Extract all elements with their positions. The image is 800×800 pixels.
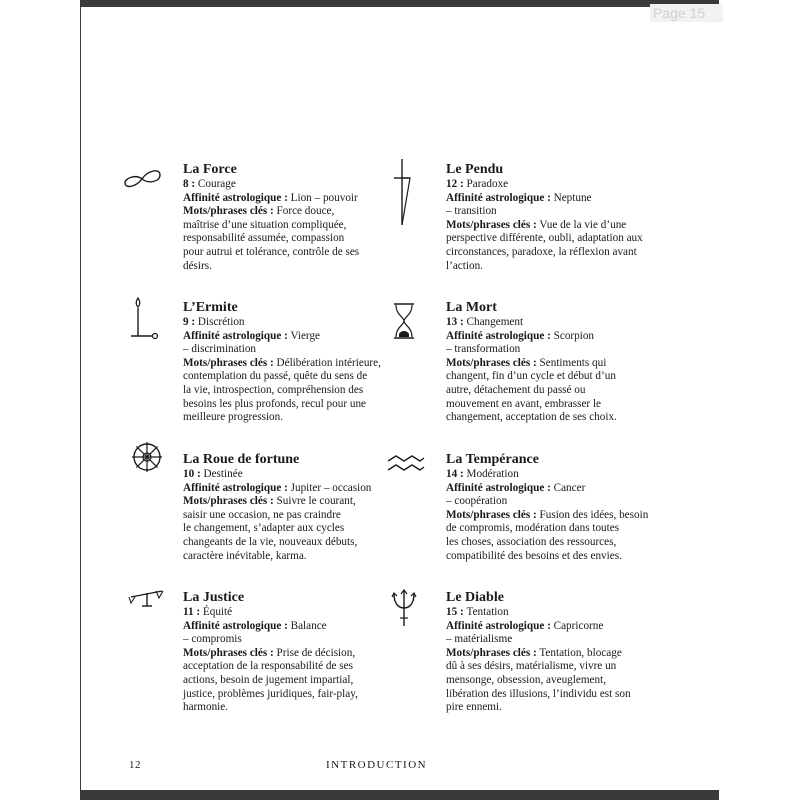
astro-line: [446, 620, 661, 634]
card-number: 13: [446, 316, 458, 328]
astro-label: Affinité astrologique :: [446, 619, 551, 632]
keywords-text: compatibilité des besoins et des envies.: [446, 549, 622, 562]
keywords-text: le changement, s’adapter aux cycles: [183, 522, 345, 535]
keywords-line: [183, 357, 398, 371]
keywords-text: de compromis, modération dans toutes: [446, 522, 620, 535]
card-title: La Force: [183, 162, 237, 177]
astro-line: [183, 620, 398, 634]
keywords-text: responsabilité assumée, compassion: [183, 232, 345, 245]
viewer-left-margin: [0, 0, 80, 800]
card-number-meaning: Changement: [466, 316, 524, 328]
astro-line: [446, 192, 661, 206]
card-number-line: 15 : Tentation: [446, 606, 509, 618]
keywords-text: dû à ses désirs, matérialisme, vivre un: [446, 660, 617, 673]
astro-label: Affinité astrologique :: [183, 619, 288, 632]
astro-line: [183, 192, 398, 206]
astro-label: Affinité astrologique :: [183, 481, 288, 494]
card-number-meaning: Paradoxe: [466, 178, 509, 190]
keywords-first: Fusion des idées, besoin: [539, 508, 649, 521]
card-number-line: 11 : Équité: [183, 606, 233, 618]
astro-value-cont: – transformation: [446, 343, 521, 356]
keywords-label: Mots/phrases clés :: [183, 356, 274, 369]
card-title: La Mort: [446, 300, 497, 315]
card-number-meaning: Destinée: [203, 468, 243, 480]
keywords-text: maîtrise d’une situation compliquée,: [183, 218, 347, 231]
card-number: 11: [183, 606, 194, 618]
card-number-line: 10 : Destinée: [183, 468, 243, 480]
card-title: La Tempérance: [446, 452, 539, 467]
astro-label: Affinité astrologique :: [183, 329, 288, 342]
card-entry-l-ermite: [183, 300, 398, 425]
card-number-line: 12 : Paradoxe: [446, 178, 509, 190]
keywords-text: saisir une occasion, ne pas craindre: [183, 508, 341, 521]
astro-value: Balance: [290, 619, 327, 632]
astro-label: Affinité astrologique :: [446, 329, 551, 342]
keywords-line: [446, 509, 661, 523]
card-entry-le-diable: [446, 590, 661, 715]
astro-value-cont: – transition: [446, 205, 497, 218]
card-number: 15: [446, 606, 458, 618]
keywords-text: les choses, association des ressources,: [446, 535, 617, 548]
keywords-text: perspective différente, oubli, adaptation aux: [446, 232, 643, 245]
card-number-line: 8 : Courage: [183, 178, 236, 190]
astro-line: [183, 330, 398, 344]
keywords-text: libération des illusions, l’individu est son: [446, 687, 631, 700]
keywords-text: pour autrui et tolérance, contrôle de ses: [183, 245, 360, 258]
astro-value-cont: – matérialisme: [446, 633, 513, 646]
keywords-text: l’action.: [446, 259, 483, 272]
card-entry-la-force: [183, 162, 398, 273]
page-indicator-badge: Page 15: [650, 4, 723, 22]
card-title: Le Diable: [446, 590, 504, 605]
card-number: 8: [183, 178, 189, 190]
astro-value: Neptune: [553, 191, 592, 204]
card-number-meaning: Discrétion: [197, 316, 245, 328]
card-number-meaning: Équité: [202, 606, 233, 618]
keywords-label: Mots/phrases clés :: [183, 495, 274, 508]
keywords-text: changeants de la vie, nouveaux débuts,: [183, 535, 358, 548]
keywords-line: [183, 647, 398, 661]
astro-line: [183, 482, 398, 496]
keywords-text: changement, acceptation de ses choix.: [446, 411, 617, 424]
keywords-first: Force douce,: [276, 205, 335, 218]
keywords-text: meilleure progression.: [183, 411, 284, 424]
astro-line: [446, 482, 661, 496]
page-edge: [80, 0, 81, 800]
keywords-label: Mots/phrases clés :: [446, 508, 537, 521]
keywords-first: Prise de décision,: [276, 646, 356, 659]
keywords-text: contemplation du passé, quête du sens de: [183, 370, 368, 383]
astro-value: Cancer: [553, 481, 586, 494]
card-number-line: 9 : Discrétion: [183, 316, 245, 328]
card-number: 14: [446, 468, 458, 480]
card-entry-le-pendu: [446, 162, 661, 273]
astro-value: Lion – pouvoir: [290, 191, 358, 204]
card-entry-la-temperance: [446, 452, 661, 563]
keywords-line: [183, 495, 398, 509]
keywords-line: [446, 219, 661, 233]
viewer-bottom-bar: [80, 790, 800, 800]
card-entry-la-justice: [183, 590, 398, 715]
astro-label: Affinité astrologique :: [183, 191, 288, 204]
keywords-text: caractère inévitable, karma.: [183, 549, 307, 562]
astro-label: Affinité astrologique :: [446, 191, 551, 204]
keywords-first: Vue de la vie d’une: [539, 218, 627, 231]
card-number: 12: [446, 178, 458, 190]
card-number-meaning: Courage: [197, 178, 236, 190]
keywords-text: désirs.: [183, 259, 212, 272]
keywords-text: acceptation de la responsabilité de ses: [183, 660, 353, 673]
card-number: 9: [183, 316, 189, 328]
card-title: Le Pendu: [446, 162, 504, 177]
astro-value-cont: – discrimination: [183, 343, 257, 356]
card-title: L’Ermite: [183, 300, 238, 315]
keywords-line: [183, 205, 398, 219]
keywords-label: Mots/phrases clés :: [183, 646, 274, 659]
astro-value: Jupiter – occasion: [290, 481, 372, 494]
keywords-first: Sentiments qui: [539, 356, 607, 369]
keywords-first: Suivre le courant,: [276, 495, 356, 508]
candle-icon: [128, 296, 160, 344]
card-number-line: 13 : Changement: [446, 316, 524, 328]
keywords-text: harmonie.: [183, 701, 229, 714]
card-entry-la-roue-de-fortune: [183, 452, 398, 563]
card-number-line: 14 : Modération: [446, 468, 519, 480]
keywords-label: Mots/phrases clés :: [446, 646, 537, 659]
footer-page-number: 12: [129, 759, 141, 771]
keywords-text: besoins les plus profonds, recul pour une: [183, 397, 367, 410]
card-number: 10: [183, 468, 195, 480]
footer-section-title: INTRODUCTION: [326, 759, 428, 771]
astro-value: Vierge: [290, 329, 321, 342]
keywords-text: mensonge, obsession, aveuglement,: [446, 673, 607, 686]
card-title: La Justice: [183, 590, 245, 605]
infinity-icon: [122, 166, 162, 192]
keywords-label: Mots/phrases clés :: [446, 218, 537, 231]
astro-label: Affinité astrologique :: [446, 481, 551, 494]
keywords-text: changent, fin d’un cycle et début d’un: [446, 370, 616, 383]
keywords-label: Mots/phrases clés :: [183, 205, 274, 218]
keywords-line: [446, 647, 661, 661]
card-entry-la-mort: [446, 300, 661, 425]
keywords-text: autre, détachement du passé ou: [446, 383, 586, 396]
card-number-meaning: Modération: [466, 468, 519, 480]
keywords-text: mouvement en avant, embrasser le: [446, 397, 602, 410]
keywords-text: pire ennemi.: [446, 701, 502, 714]
keywords-text: justice, problèmes juridiques, fair-play,: [183, 687, 358, 700]
keywords-text: la vie, introspection, compréhension des: [183, 383, 364, 396]
keywords-text: actions, besoin de jugement impartial,: [183, 673, 354, 686]
keywords-first: Délibération intérieure,: [276, 356, 381, 369]
keywords-text: circonstances, paradoxe, la réflexion avant: [446, 245, 637, 258]
astro-line: [446, 330, 661, 344]
astro-value-cont: – coopération: [446, 495, 508, 508]
wheel-icon: [131, 441, 163, 473]
keywords-line: [446, 357, 661, 371]
astro-value-cont: – compromis: [183, 633, 242, 646]
keywords-first: Tentation, blocage: [539, 646, 622, 659]
astro-value: Scorpion: [553, 329, 595, 342]
card-title: La Roue de fortune: [183, 452, 300, 467]
scales-icon: [128, 588, 168, 610]
card-number-meaning: Tentation: [466, 606, 509, 618]
keywords-label: Mots/phrases clés :: [446, 356, 537, 369]
viewer-right-margin: [719, 0, 800, 800]
astro-value: Capricorne: [553, 619, 604, 632]
